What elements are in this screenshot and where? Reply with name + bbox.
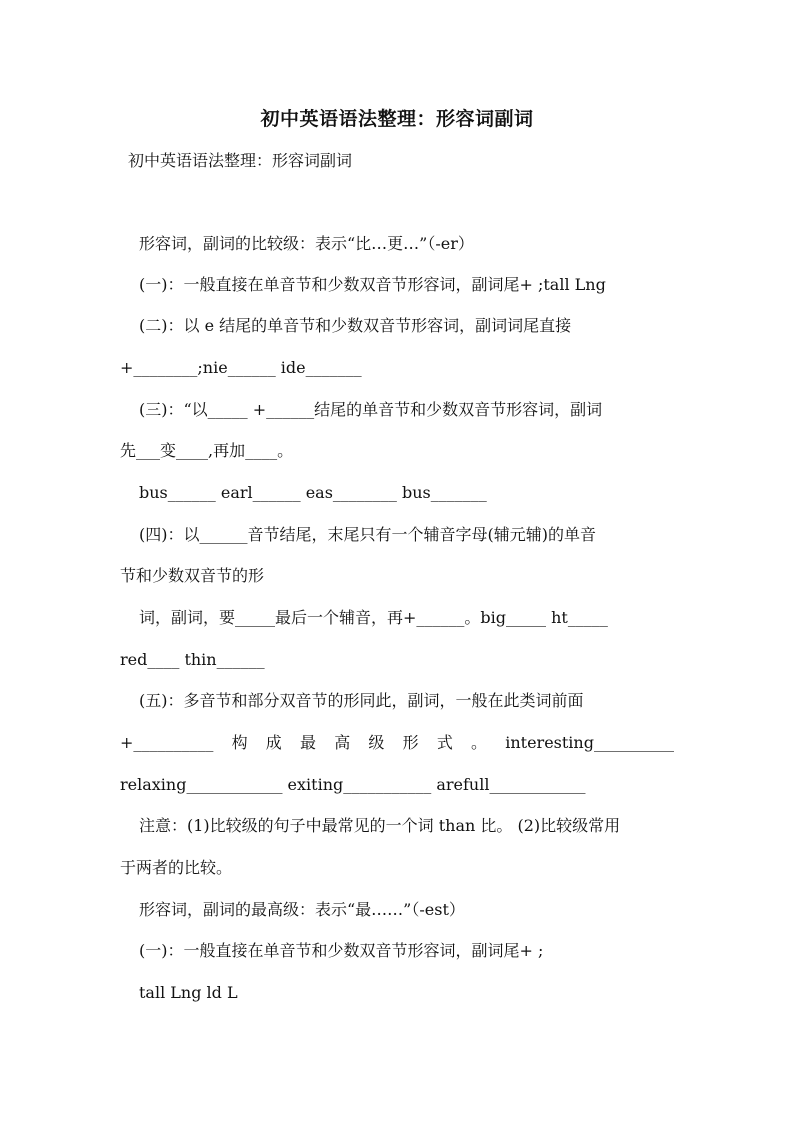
line-13-part: 构 (231, 733, 248, 752)
line-13-part: 式 (436, 733, 453, 752)
document-subtitle: 初中英语语法整理：形容词副词 (128, 151, 353, 170)
line-13-part: 最 (300, 733, 317, 752)
paragraph-line-8: (四)：以______音节结尾，末尾只有一个辅音字母(辅元辅)的单音 (139, 525, 596, 544)
paragraph-line-16: 于两者的比较。 (120, 858, 233, 877)
paragraph-line-19: tall Lng ld L (139, 983, 238, 1002)
line-13-part: 高 (334, 733, 351, 752)
paragraph-line-9: 节和少数双音节的形 (120, 566, 265, 585)
paragraph-line-1: 形容词，副词的比较级：表示“比…更…”（-er） (139, 234, 474, 253)
paragraph-line-12: (五)：多音节和部分双音节的形同此，副词，一般在此类词前面 (139, 691, 584, 710)
paragraph-line-5: (三)：“以_____ +______结尾的单音节和少数双音节形容词，副词 (139, 400, 603, 419)
paragraph-line-10: 词，副词，要_____最后一个辅音，再+______。big_____ ht_____ (139, 608, 608, 627)
line-13-part: 成 (265, 733, 282, 752)
paragraph-line-6: 先___变____,再加____。 (120, 441, 294, 460)
line-13-part: 级 (368, 733, 385, 752)
line-13-part: 形 (402, 733, 419, 752)
paragraph-line-14: relaxing____________ exiting___________ arefull____________ (120, 775, 586, 794)
paragraph-line-3: (二)：以 e 结尾的单音节和少数双音节形容词，副词词尾直接 (139, 316, 572, 335)
paragraph-line-2: (一)：一般直接在单音节和少数双音节形容词，副词尾+ ;tall Lng (139, 275, 606, 294)
line-13-part: interesting__________ (505, 733, 674, 752)
paragraph-line-4: +________;nie______ ide_______ (120, 358, 362, 377)
paragraph-line-7: bus______ earl______ eas________ bus_______ (139, 483, 487, 502)
paragraph-line-18: (一)：一般直接在单音节和少数双音节形容词，副词尾+ ; (139, 941, 544, 960)
paragraph-line-13 (120, 731, 674, 755)
paragraph-line-17: 形容词，副词的最高级：表示“最……”（-est） (139, 900, 465, 919)
line-13-part: +__________ (120, 733, 214, 752)
paragraph-line-11: red____ thin______ (120, 650, 265, 669)
line-13-part: 。 (471, 733, 488, 752)
paragraph-line-15: 注意：(1)比较级的句子中最常见的一个词 than 比。 (2)比较级常用 (139, 816, 621, 835)
document-title: 初中英语语法整理：形容词副词 (260, 108, 534, 130)
